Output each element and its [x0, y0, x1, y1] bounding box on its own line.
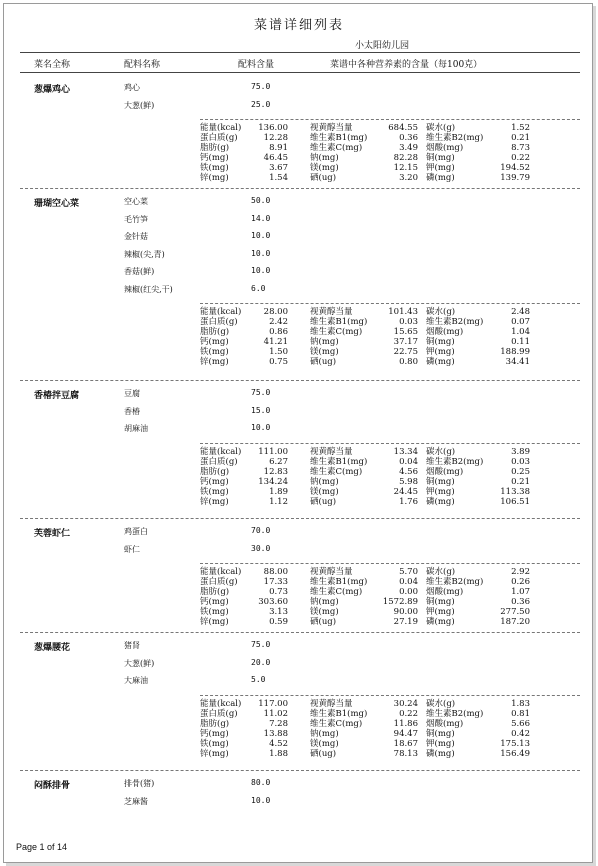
nutrient-value: 101.43	[388, 307, 418, 317]
nutrient-value: 0.11	[511, 337, 530, 347]
section-divider	[20, 380, 580, 381]
nutrient-label: 脂肪(g)	[200, 587, 230, 597]
nutrient-label: 维生素C(mg)	[310, 466, 363, 477]
nutrient-label: 烟酸(mg)	[426, 466, 464, 477]
nutrient-label: 硒(ug)	[310, 357, 337, 367]
nutrient-value: 11.86	[393, 718, 418, 729]
nutrient-value: 0.73	[269, 587, 288, 597]
nutrient-value: 1.89	[269, 486, 288, 497]
dish-name: 香椿拌豆腐	[34, 391, 80, 401]
nutrient-value: 0.26	[511, 577, 530, 587]
nutrient-label: 铁(mg)	[200, 486, 229, 497]
dish-name: 葱爆鸡心	[34, 85, 71, 95]
nutrient-label: 镁(mg)	[310, 738, 339, 749]
nutrient-label: 钾(mg)	[426, 163, 455, 173]
ingredient-amount: 10.0	[251, 266, 271, 275]
nutrient-value: 0.22	[399, 708, 418, 719]
nutrient-label: 铜(mg)	[426, 728, 455, 739]
organization-name: 小太阳幼儿园	[355, 41, 410, 51]
ingredient-name: 鸡蛋白	[124, 527, 148, 536]
ingredient-name: 豆腐	[124, 389, 140, 398]
nutrient-value: 0.25	[511, 466, 530, 477]
nutrition-divider	[200, 303, 580, 304]
nutrient-label: 碳水(g)	[426, 698, 456, 709]
nutrient-value: 46.45	[263, 153, 288, 163]
nutrient-label: 硒(ug)	[310, 748, 337, 759]
nutrient-value: 111.00	[258, 446, 288, 457]
nutrient-label: 钠(mg)	[310, 728, 339, 739]
nutrient-value: 139.79	[500, 173, 530, 183]
ingredient-amount: 75.0	[251, 388, 271, 397]
nutrient-value: 0.36	[511, 597, 530, 607]
nutrient-value: 0.07	[511, 317, 530, 327]
nutrient-label: 维生素B2(mg)	[426, 577, 484, 587]
nutrient-value: 8.91	[269, 143, 288, 153]
nutrient-label: 铜(mg)	[426, 153, 455, 163]
ingredient-amount: 25.0	[251, 99, 271, 109]
nutrient-value: 82.28	[393, 153, 418, 163]
nutrient-label: 维生素C(mg)	[310, 143, 363, 153]
ingredient-name: 芝麻酱	[124, 796, 148, 806]
nutrient-label: 能量(kcal)	[200, 307, 242, 317]
nutrient-label: 磷(mg)	[426, 496, 455, 507]
nutrient-value: 94.47	[393, 728, 418, 739]
nutrient-label: 碳水(g)	[426, 123, 456, 133]
section-divider	[20, 518, 580, 519]
nutrient-value: 0.04	[399, 456, 418, 467]
nutrient-label: 维生素B1(mg)	[310, 708, 368, 719]
nutrient-value: 2.92	[511, 567, 530, 577]
nutrient-value: 1.83	[511, 698, 530, 709]
ingredient-name: 香椿	[124, 406, 140, 416]
nutrient-value: 194.52	[500, 163, 530, 173]
dish-name: 闷酥排骨	[34, 781, 71, 791]
nutrient-label: 钙(mg)	[200, 337, 229, 347]
nutrient-value: 90.00	[393, 607, 418, 617]
nutrient-label: 磷(mg)	[426, 617, 455, 627]
nutrient-value: 117.00	[258, 698, 288, 709]
nutrient-label: 磷(mg)	[426, 748, 455, 759]
nutrient-label: 磷(mg)	[426, 173, 455, 183]
nutrient-value: 0.03	[511, 456, 530, 467]
nutrition-divider	[200, 563, 580, 564]
nutrient-label: 镁(mg)	[310, 347, 339, 357]
nutrient-label: 锌(mg)	[200, 357, 229, 367]
nutrient-value: 134.24	[258, 476, 288, 487]
nutrient-value: 156.49	[500, 748, 530, 759]
nutrient-value: 15.65	[393, 327, 418, 337]
nutrient-value: 0.03	[399, 317, 418, 327]
nutrient-label: 硒(ug)	[310, 496, 337, 507]
nutrient-value: 1.04	[511, 327, 530, 337]
nutrient-label: 维生素C(mg)	[310, 718, 363, 729]
section-divider	[20, 770, 580, 771]
ingredient-amount: 30.0	[251, 543, 271, 553]
ingredient-amount: 10.0	[251, 248, 271, 258]
nutrient-label: 镁(mg)	[310, 486, 339, 497]
nutrient-value: 34.41	[505, 357, 530, 367]
ingredient-amount: 14.0	[251, 213, 271, 223]
nutrition-divider	[200, 443, 580, 444]
nutrient-label: 钾(mg)	[426, 347, 455, 357]
nutrient-label: 铁(mg)	[200, 163, 229, 173]
nutrient-value: 0.21	[511, 476, 530, 487]
nutrient-label: 脂肪(g)	[200, 327, 230, 337]
nutrient-value: 2.42	[269, 317, 288, 327]
nutrient-value: 28.00	[263, 307, 288, 317]
nutrient-label: 镁(mg)	[310, 163, 339, 173]
nutrient-value: 277.50	[500, 607, 530, 617]
nutrient-label: 碳水(g)	[426, 446, 456, 457]
nutrient-label: 钙(mg)	[200, 476, 229, 487]
nutrition-divider	[200, 695, 580, 696]
nutrient-value: 12.28	[263, 133, 288, 143]
nutrient-label: 碳水(g)	[426, 307, 456, 317]
nutrient-value: 3.89	[511, 446, 530, 457]
nutrient-value: 0.59	[269, 617, 288, 627]
nutrient-label: 视黄醇当量	[310, 567, 353, 577]
nutrient-value: 136.00	[258, 123, 288, 133]
nutrition-divider	[200, 119, 580, 120]
nutrient-value: 4.52	[269, 738, 288, 749]
nutrient-label: 脂肪(g)	[200, 143, 230, 153]
ingredient-amount: 75.0	[251, 640, 271, 649]
nutrient-label: 维生素B1(mg)	[310, 456, 368, 467]
nutrient-label: 铜(mg)	[426, 597, 455, 607]
nutrient-value: 17.33	[263, 577, 288, 587]
nutrient-value: 12.83	[263, 466, 288, 477]
nutrient-value: 0.42	[511, 728, 530, 739]
header-nutrition: 菜谱中各种营养素的含量（每100克）	[330, 60, 483, 70]
nutrient-value: 1.50	[269, 347, 288, 357]
nutrient-value: 3.49	[399, 143, 418, 153]
dish-name: 珊瑚空心菜	[34, 199, 80, 209]
nutrient-label: 能量(kcal)	[200, 567, 242, 577]
ingredient-amount: 70.0	[251, 526, 271, 535]
ingredient-amount: 50.0	[251, 196, 271, 205]
nutrient-value: 5.70	[399, 567, 418, 577]
header-amount: 配料含量	[238, 60, 275, 70]
nutrient-label: 烟酸(mg)	[426, 327, 464, 337]
nutrient-label: 钙(mg)	[200, 728, 229, 739]
nutrient-label: 脂肪(g)	[200, 466, 230, 477]
nutrient-label: 视黄醇当量	[310, 698, 353, 709]
nutrient-label: 钾(mg)	[426, 738, 455, 749]
nutrient-value: 18.67	[393, 738, 418, 749]
nutrient-label: 烟酸(mg)	[426, 143, 464, 153]
ingredient-amount: 6.0	[251, 283, 266, 293]
nutrient-value: 5.66	[511, 718, 530, 729]
nutrient-value: 30.24	[393, 698, 418, 709]
ingredient-name: 辣椒(尖,青)	[124, 249, 165, 259]
nutrient-value: 88.00	[263, 567, 288, 577]
nutrient-label: 铁(mg)	[200, 738, 229, 749]
nutrient-value: 8.73	[511, 143, 530, 153]
nutrient-label: 脂肪(g)	[200, 718, 230, 729]
nutrient-label: 铁(mg)	[200, 607, 229, 617]
ingredient-name: 香菇(鲜)	[124, 267, 155, 276]
nutrient-value: 2.48	[511, 307, 530, 317]
nutrient-label: 维生素B1(mg)	[310, 577, 368, 587]
nutrient-label: 锌(mg)	[200, 173, 229, 183]
nutrient-label: 蛋白质(g)	[200, 708, 238, 719]
nutrient-value: 0.21	[511, 133, 530, 143]
nutrient-value: 6.27	[269, 456, 288, 467]
nutrient-label: 钙(mg)	[200, 153, 229, 163]
ingredient-amount: 80.0	[251, 778, 271, 787]
nutrient-value: 0.00	[399, 587, 418, 597]
ingredient-name: 排骨(猪)	[124, 779, 155, 788]
nutrient-label: 蛋白质(g)	[200, 133, 238, 143]
page-title: 菜谱详细列表	[253, 18, 344, 33]
nutrient-label: 磷(mg)	[426, 357, 455, 367]
nutrient-label: 烟酸(mg)	[426, 587, 464, 597]
nutrient-label: 钠(mg)	[310, 597, 339, 607]
nutrient-value: 0.80	[399, 357, 418, 367]
nutrient-value: 0.81	[511, 708, 530, 719]
nutrient-value: 5.98	[399, 476, 418, 487]
nutrient-label: 蛋白质(g)	[200, 577, 238, 587]
nutrient-value: 27.19	[393, 617, 418, 627]
nutrient-label: 锌(mg)	[200, 748, 229, 759]
nutrient-value: 175.13	[500, 738, 530, 749]
nutrient-label: 碳水(g)	[426, 567, 456, 577]
ingredient-name: 空心菜	[124, 197, 148, 206]
nutrient-value: 11.02	[263, 708, 288, 719]
nutrient-value: 3.67	[269, 163, 288, 173]
nutrient-label: 维生素B1(mg)	[310, 317, 368, 327]
ingredient-name: 大葱(鲜)	[124, 658, 155, 668]
ingredient-amount: 20.0	[251, 657, 271, 667]
nutrient-value: 0.04	[399, 577, 418, 587]
nutrient-value: 0.75	[269, 357, 288, 367]
ingredient-amount: 15.0	[251, 405, 271, 415]
nutrient-value: 37.17	[393, 337, 418, 347]
nutrient-value: 13.88	[263, 728, 288, 739]
ingredient-amount: 75.0	[251, 82, 271, 91]
nutrient-label: 铜(mg)	[426, 337, 455, 347]
nutrient-value: 684.55	[388, 123, 418, 133]
nutrient-value: 113.38	[500, 486, 530, 497]
ingredient-amount: 10.0	[251, 795, 271, 805]
nutrient-value: 3.13	[269, 607, 288, 617]
nutrient-label: 钾(mg)	[426, 607, 455, 617]
nutrient-label: 钠(mg)	[310, 476, 339, 487]
table-header	[20, 52, 580, 73]
ingredient-amount: 10.0	[251, 231, 271, 240]
nutrient-label: 维生素B2(mg)	[426, 317, 484, 327]
nutrient-label: 能量(kcal)	[200, 446, 242, 457]
section-divider	[20, 632, 580, 633]
nutrient-value: 187.20	[500, 617, 530, 627]
ingredient-name: 猪肾	[124, 641, 140, 650]
ingredient-name: 大葱(鲜)	[124, 100, 155, 110]
nutrient-value: 0.22	[511, 153, 530, 163]
nutrient-value: 13.34	[393, 446, 418, 457]
nutrient-label: 维生素C(mg)	[310, 587, 363, 597]
nutrient-value: 41.21	[263, 337, 288, 347]
ingredient-name: 辣椒(红尖,干)	[124, 284, 173, 294]
nutrient-label: 铁(mg)	[200, 347, 229, 357]
nutrient-value: 0.86	[269, 327, 288, 337]
nutrient-value: 303.60	[258, 597, 288, 607]
ingredient-name: 胡麻油	[124, 424, 148, 433]
page-number: Page 1 of 14	[16, 842, 68, 852]
ingredient-amount: 10.0	[251, 423, 271, 432]
header-dish: 菜名全称	[34, 60, 71, 70]
ingredient-name: 毛竹笋	[124, 214, 148, 224]
nutrient-value: 1.52	[511, 123, 530, 133]
nutrient-value: 4.56	[399, 466, 418, 477]
ingredient-name: 大麻油	[124, 676, 148, 685]
nutrient-label: 视黄醇当量	[310, 307, 353, 317]
nutrient-value: 78.13	[393, 748, 418, 759]
nutrient-label: 维生素B1(mg)	[310, 133, 368, 143]
nutrient-label: 维生素C(mg)	[310, 327, 363, 337]
nutrient-value: 3.20	[399, 173, 418, 183]
nutrient-label: 蛋白质(g)	[200, 456, 238, 467]
nutrient-label: 锌(mg)	[200, 496, 229, 507]
nutrient-value: 188.99	[500, 347, 530, 357]
nutrient-label: 硒(ug)	[310, 617, 337, 627]
dish-name: 芙蓉虾仁	[34, 529, 71, 539]
nutrient-label: 铜(mg)	[426, 476, 455, 487]
nutrient-label: 能量(kcal)	[200, 698, 242, 709]
nutrient-label: 钠(mg)	[310, 337, 339, 347]
ingredient-name: 虾仁	[124, 544, 140, 554]
header-ingredient: 配料名称	[124, 60, 161, 70]
nutrient-label: 钾(mg)	[426, 486, 455, 497]
nutrient-label: 能量(kcal)	[200, 123, 242, 133]
nutrient-value: 7.28	[269, 718, 288, 729]
nutrient-value: 1.12	[269, 496, 288, 507]
section-divider	[20, 188, 580, 189]
nutrient-label: 视黄醇当量	[310, 446, 353, 457]
dish-name: 葱爆腰花	[34, 643, 71, 653]
nutrient-label: 烟酸(mg)	[426, 718, 464, 729]
nutrient-value: 0.36	[399, 133, 418, 143]
nutrient-value: 1.54	[269, 173, 288, 183]
nutrient-value: 106.51	[500, 496, 530, 507]
nutrient-label: 维生素B2(mg)	[426, 708, 484, 719]
nutrient-value: 1.07	[511, 587, 530, 597]
nutrient-label: 维生素B2(mg)	[426, 456, 484, 467]
nutrient-value: 1572.89	[382, 597, 418, 607]
nutrient-label: 镁(mg)	[310, 607, 339, 617]
nutrient-value: 1.88	[269, 748, 288, 759]
nutrient-label: 钙(mg)	[200, 597, 229, 607]
nutrient-value: 22.75	[393, 347, 418, 357]
ingredient-name: 鸡心	[124, 83, 140, 92]
nutrient-label: 硒(ug)	[310, 173, 337, 183]
nutrient-label: 维生素B2(mg)	[426, 133, 484, 143]
nutrient-label: 视黄醇当量	[310, 123, 353, 133]
nutrient-label: 锌(mg)	[200, 617, 229, 627]
nutrient-label: 钠(mg)	[310, 153, 339, 163]
nutrient-value: 1.76	[399, 496, 418, 507]
ingredient-name: 金针菇	[124, 232, 148, 241]
nutrient-value: 12.15	[393, 163, 418, 173]
nutrient-value: 24.45	[393, 486, 418, 497]
ingredient-amount: 5.0	[251, 675, 266, 684]
nutrient-label: 蛋白质(g)	[200, 317, 238, 327]
